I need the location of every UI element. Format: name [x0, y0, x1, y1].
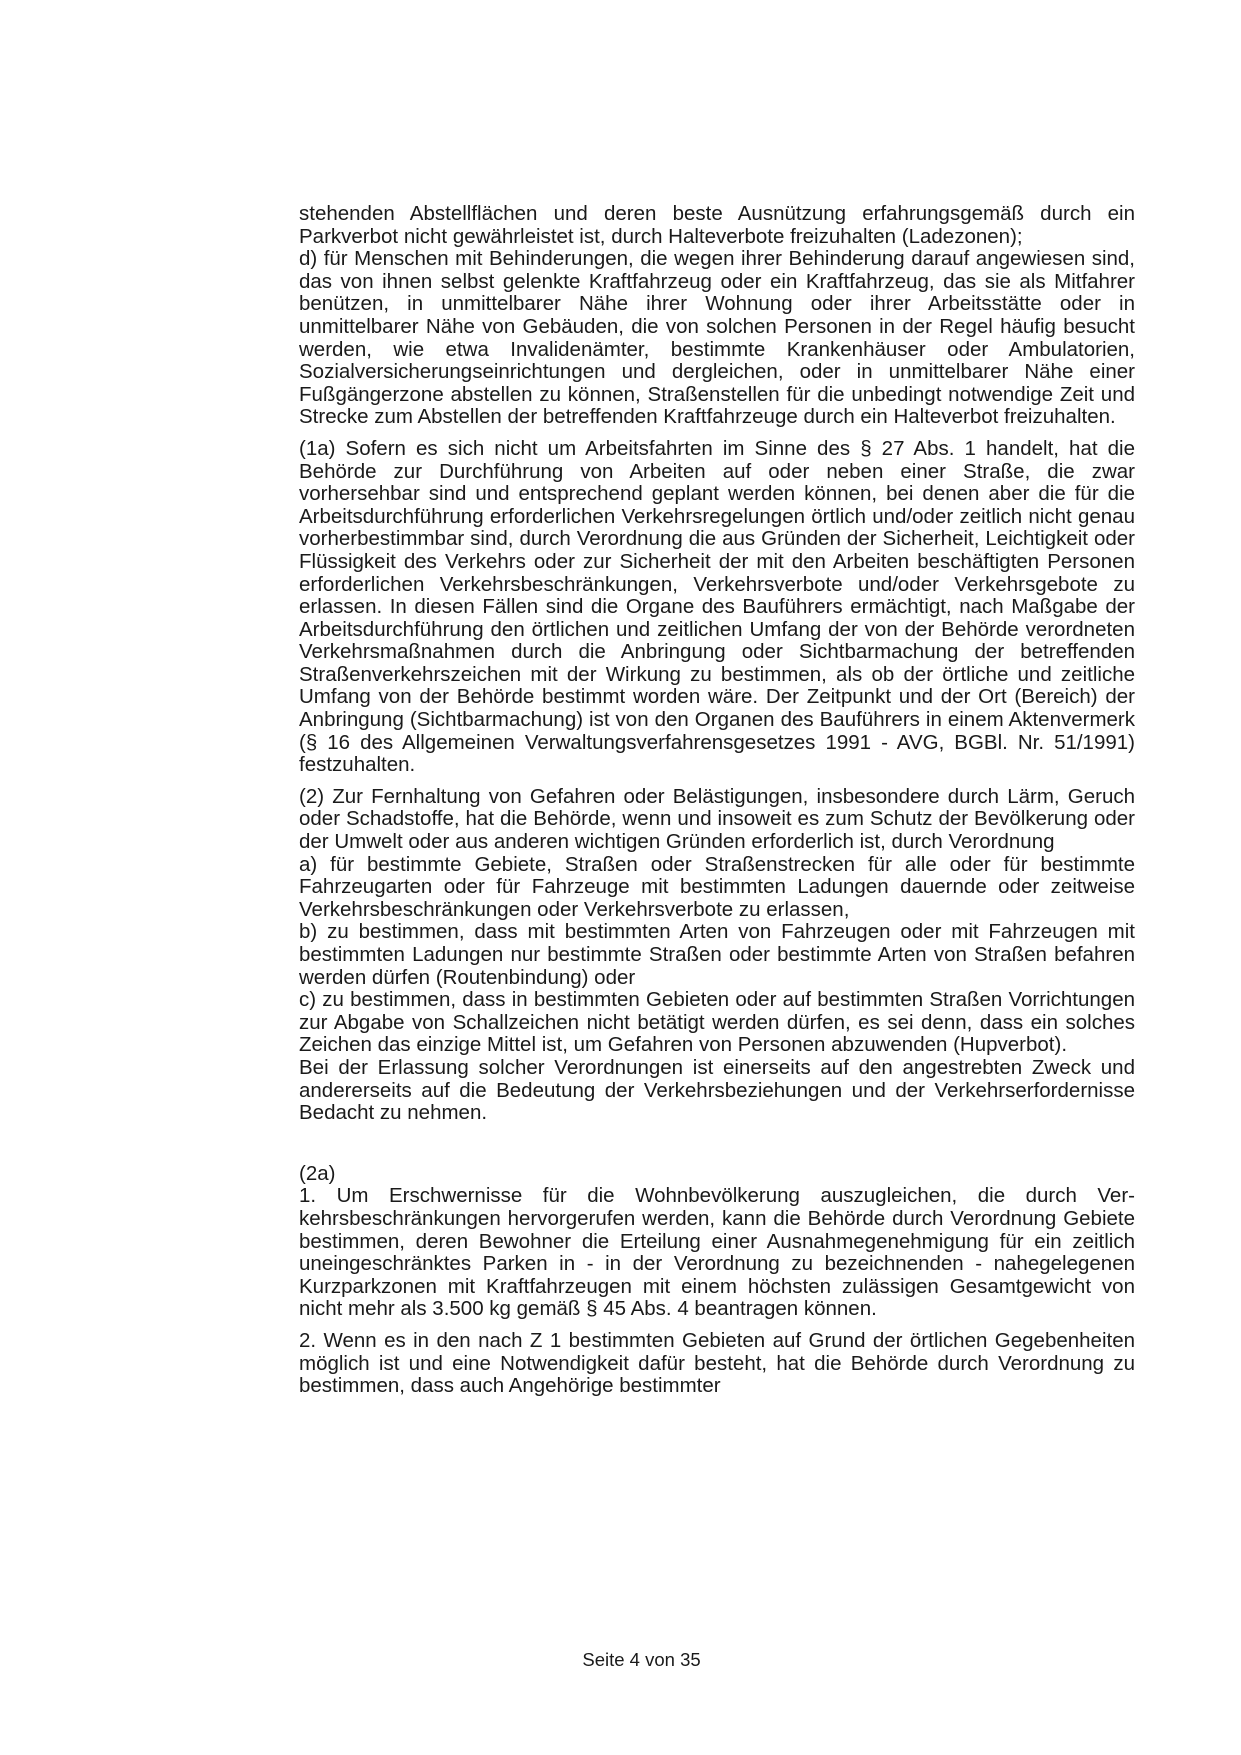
- paragraph-item-d: d) für Menschen mit Behinderungen, die wegen ihrer Behinderung darauf angewiesen sind, das von ihnen selbst gelenkte Kraftfahrzeug oder ein Kraftfahrzeug, das sie als Mitfahrer benützen, in unmittelbarer Nähe ihrer Wohnung oder ihrer Arbeitsstätte oder in unmittelbarer Nähe von Gebäuden, die von solchen Personen in der Regel häufig besucht werden, wie etwa Invalidenämter, bestimmte Krankenhäuser oder Ambulatorien, Sozialversicherungseinrichtungen und dergleichen, oder in unmittelbarer Nähe einer Fußgängerzone abstellen zu können, Straßenstellen für die unbedingt notwendige Zeit und Strecke zum Abstellen der betreffenden Kraftfahrzeuge durch ein Halteverbot freizuhalten.: [299, 247, 1135, 429]
- paragraph-erlassung: Bei der Erlassung solcher Verordnungen ist einerseits auf den angestrebten Zweck und andererseits auf die Bedeutung der Verkehrsbeziehungen und der Verkehrserfordernisse Bedacht zu nehmen.: [299, 1055, 1135, 1125]
- page-footer: [0, 1649, 1241, 1671]
- paragraph-section-2: (2) Zur Fernhaltung von Gefahren oder Belästigungen, insbesondere durch Lärm, Geruch oder Schadstoffe, hat die Behörde, wenn und insoweit es zum Schutz der Bevölkerung oder der Umwelt oder aus anderen wichtigen Gründen erforderlich ist, durch Verordnung: [299, 784, 1135, 854]
- paragraph-section-1a: (1a) Sofern es sich nicht um Arbeitsfahrten im Sinne des § 27 Abs. 1 handelt, hat die Behörde zur Durchführung von Arbeiten auf oder neben einer Straße, die zwar vorhersehbar sind und entsprechend geplant werden können, bei denen aber die für die Arbeitsdurchführung erforderlichen Verkehrsregelungen örtlich und/oder zeitlich nicht genau vorherbestimmbar sind, durch Verordnung die aus Gründen der Sicherheit, Leichtigkeit oder Flüssigkeit des Verkehrs oder zur Sicherheit der mit den Arbeiten beschäftigten Personen erforderlichen Verkehrsbeschränkungen, Verkehrsverbote und/oder Verkehrsgebote zu erlassen. In diesen Fällen sind die Organe des Bauführers ermächtigt, nach Maßgabe der Arbeitsdurchführung den örtlichen und zeitlichen Umfang der von der Behörde verordneten Verkehrsmaßnahmen durch die Anbringung oder Sichtbarmachung der betreffenden Straßenverkehrszeichen mit der Wirkung zu bestimmen, als ob der örtliche und zeitliche Umfang von der Behörde bestimmt worden wäre. Der Zeitpunkt und der Ort (Bereich) der Anbringung (Sichtbarmachung) ist von den Organen des Bauführers in einem Aktenvermerk (§ 16 des Allgemeinen Verwaltungsverfahrensgesetzes 1991 - AVG, BGBl. Nr. 51/1991) festzuhalten.: [299, 436, 1135, 777]
- document-body: [299, 203, 1135, 1398]
- paragraph-item-a: a) für bestimmte Gebiete, Straßen oder Straßenstrecken für alle oder für bestimmte Fahrzeugarten oder für Fahrzeuge mit bestimmten Ladungen dauernde oder zeitweise Verkehrsbeschränkungen oder Verkehrsverbote zu erlassen,: [299, 852, 1135, 921]
- paragraph-2a-item-1: 1. Um Erschwernisse für die Wohnbevölkerung auszugleichen, die durch Verkehrsbeschränkungen hervorgerufen werden, kann die Behörde durch Verordnung Gebiete bestimmen, deren Bewohner die Erteilung einer Ausnahmegenehmigung für ein zeitlich uneingeschränktes Parken in - in der Verordnung zu bezeichnenden - nahegelegenen Kurzparkzonen mit Kraftfahrzeugen mit einem höchsten zulässigen Gesamtgewicht von nicht mehr als 3.500 kg gemäß § 45 Abs. 4 beantragen können.: [299, 1184, 1135, 1321]
- paragraph-item-c: c) zu bestimmen, dass in bestimmten Gebieten oder auf bestimmten Straßen Vorrichtungen zur Abgabe von Schallzeichen nicht betätigt werden dürfen, es sei denn, dass ein solches Zeichen das einzige Mittel ist, um Gefahren von Personen abzuwenden (Hupverbot).: [299, 988, 1135, 1057]
- paragraph-2a-item-2: 2. Wenn es in den nach Z 1 bestimmten Gebieten auf Grund der örtlichen Gegebenheiten möglich ist und eine Notwendigkeit dafür besteht, hat die Behörde durch Verordnung zu bestimmen, dass auch Angehörige bestimmter: [299, 1328, 1135, 1398]
- paragraph-item-b: b) zu bestimmen, dass mit bestimmten Arten von Fahrzeugen oder mit Fahrzeugen mit bestimmten Ladungen nur bestimmte Straßen oder bestimmte Arten von Straßen befahren werden dürfen (Routenbindung) oder: [299, 920, 1135, 989]
- paragraph-ladezonen-continuation: stehenden Abstellflächen und deren beste Ausnützung erfahrungsgemäß durch ein Parkverbot nicht gewährleistet ist, durch Halteverbote freizuhalten (Ladezonen);: [299, 202, 1135, 248]
- section-heading-2a: (2a): [299, 1161, 336, 1185]
- page-number: Seite 4 von 35: [582, 1649, 701, 1670]
